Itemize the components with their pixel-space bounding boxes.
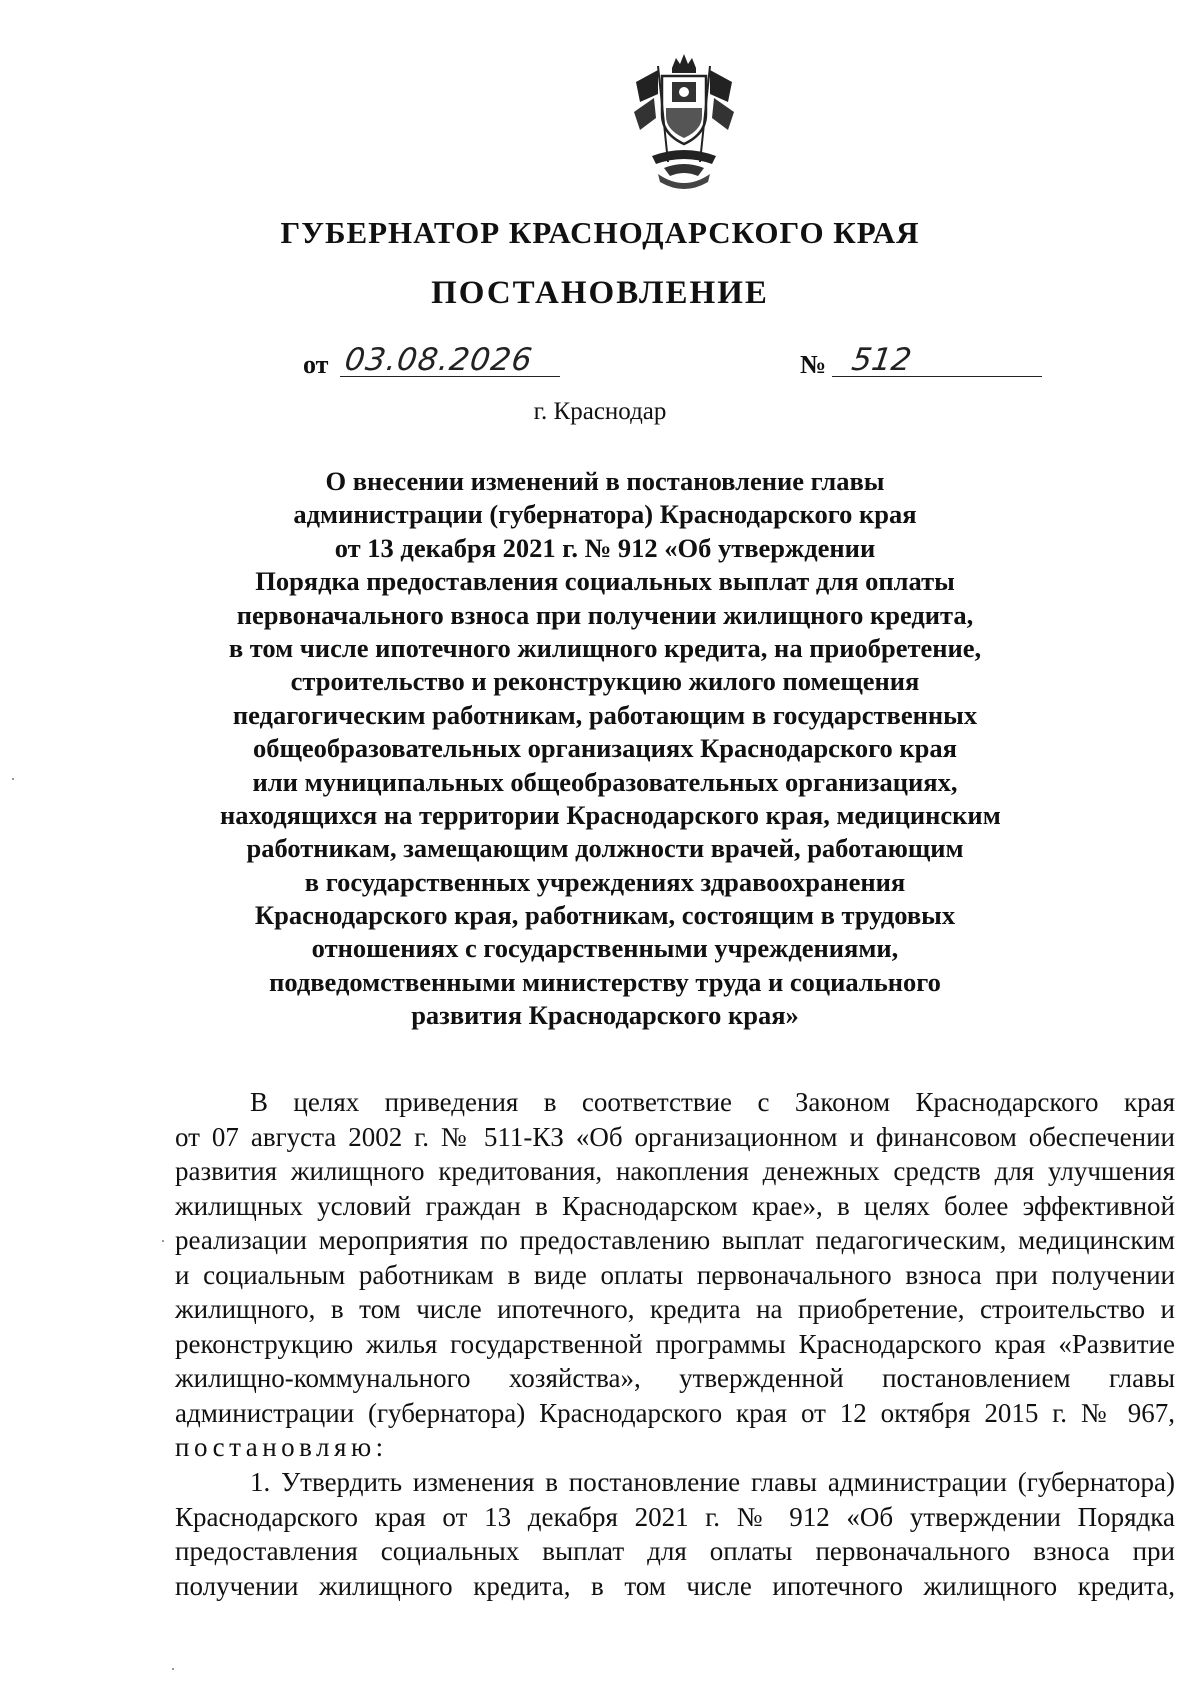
handwritten-date: 03.08.2026 xyxy=(342,342,536,378)
body-line: реконструкцию жилья государственной программы Краснодарского края «Развитие xyxy=(175,1328,1175,1359)
document-heading xyxy=(220,465,1001,1033)
heading-line: развития Краснодарского края» xyxy=(411,1000,799,1031)
date-label: от xyxy=(303,350,329,379)
body-line: жилищных условий граждан в Краснодарском крае», в целях более эффективной xyxy=(175,1190,1175,1221)
body-line: и социальным работникам в виде оплаты первоначального взноса при получении xyxy=(175,1259,1175,1290)
body-line: администрации (губернатора) Краснодарского края от 12 октября 2015 г. № 967, xyxy=(175,1397,1175,1428)
heading-line: О внесении изменений в постановление главы xyxy=(325,466,885,496)
heading-line: Порядка предоставления социальных выплат для оплаты xyxy=(255,566,955,597)
heading-line: общеобразовательных организациях Краснодарского края xyxy=(253,733,957,764)
document-type: ПОСТАНОВЛЕНИЕ xyxy=(431,275,769,311)
heading-line: строительство и реконструкцию жилого помещения xyxy=(290,666,920,697)
heading-line: от 13 декабря 2021 г. № 912 «Об утверждении xyxy=(334,532,876,563)
body-line: 1. Утвердить изменения в постановление главы администрации (губернатора) xyxy=(250,1467,1175,1498)
heading-line: в государственных учреждениях здравоохранения xyxy=(304,866,906,897)
body-line: реализации мероприятия по предоставлению выплат педагогическим, медицинским xyxy=(175,1225,1175,1256)
heading-line: Краснодарского края, работникам, состоящим в трудовых xyxy=(254,900,956,931)
body-line: от 07 августа 2002 г. № 511-КЗ «Об организационном и финансовом обеспечении xyxy=(175,1121,1175,1152)
heading-line: отношениях с государственными учреждениями, xyxy=(311,933,899,964)
coat-of-arms-icon xyxy=(628,52,740,192)
scan-speck xyxy=(12,778,14,780)
heading-line: находящихся на территории Краснодарского края, медицинским xyxy=(220,799,1001,830)
heading-line: подведомственными министерству труда и социального xyxy=(269,966,941,997)
document-body xyxy=(175,1085,1175,1603)
body-line: В целях приведения в соответствие с Законом Краснодарского края xyxy=(250,1087,1175,1117)
heading-line: работникам, замещающим должности врачей, работающим xyxy=(246,833,964,864)
handwritten-number: 512 xyxy=(849,342,914,378)
heading-line: педагогическим работникам, работающим в государственных xyxy=(232,699,978,730)
body-line: развития жилищного кредитования, накопления денежных средств для улучшения xyxy=(175,1156,1175,1187)
heading-line: первоначального взноса при получении жилищного кредита, xyxy=(236,599,974,630)
scan-speck xyxy=(172,1668,174,1670)
body-line: получении жилищного кредита, в том числе ипотечного жилищного кредита, xyxy=(175,1570,1175,1601)
heading-line: в том числе ипотечного жилищного кредита, на приобретение, xyxy=(228,632,982,663)
body-line: жилищного, в том числе ипотечного, кредита на приобретение, строительство и xyxy=(175,1294,1175,1325)
resolution-word: постановляю: xyxy=(175,1432,388,1463)
body-line: жилищно-коммунального хозяйства», утвержденной постановлением главы xyxy=(175,1363,1175,1394)
scan-speck xyxy=(162,1240,164,1242)
city: г. Краснодар xyxy=(533,398,667,425)
body-line: предоставления социальных выплат для оплаты первоначального взноса при xyxy=(175,1536,1175,1567)
heading-line: администрации (губернатора) Краснодарского края xyxy=(293,499,917,530)
number-label: № xyxy=(800,350,827,379)
body-line: Краснодарского края от 13 декабря 2021 г. № 912 «Об утверждении Порядка xyxy=(175,1501,1175,1532)
heading-line: или муниципальных общеобразовательных организациях, xyxy=(252,766,958,797)
org-title: ГУБЕРНАТОР КРАСНОДАРСКОГО КРАЯ xyxy=(280,215,920,250)
